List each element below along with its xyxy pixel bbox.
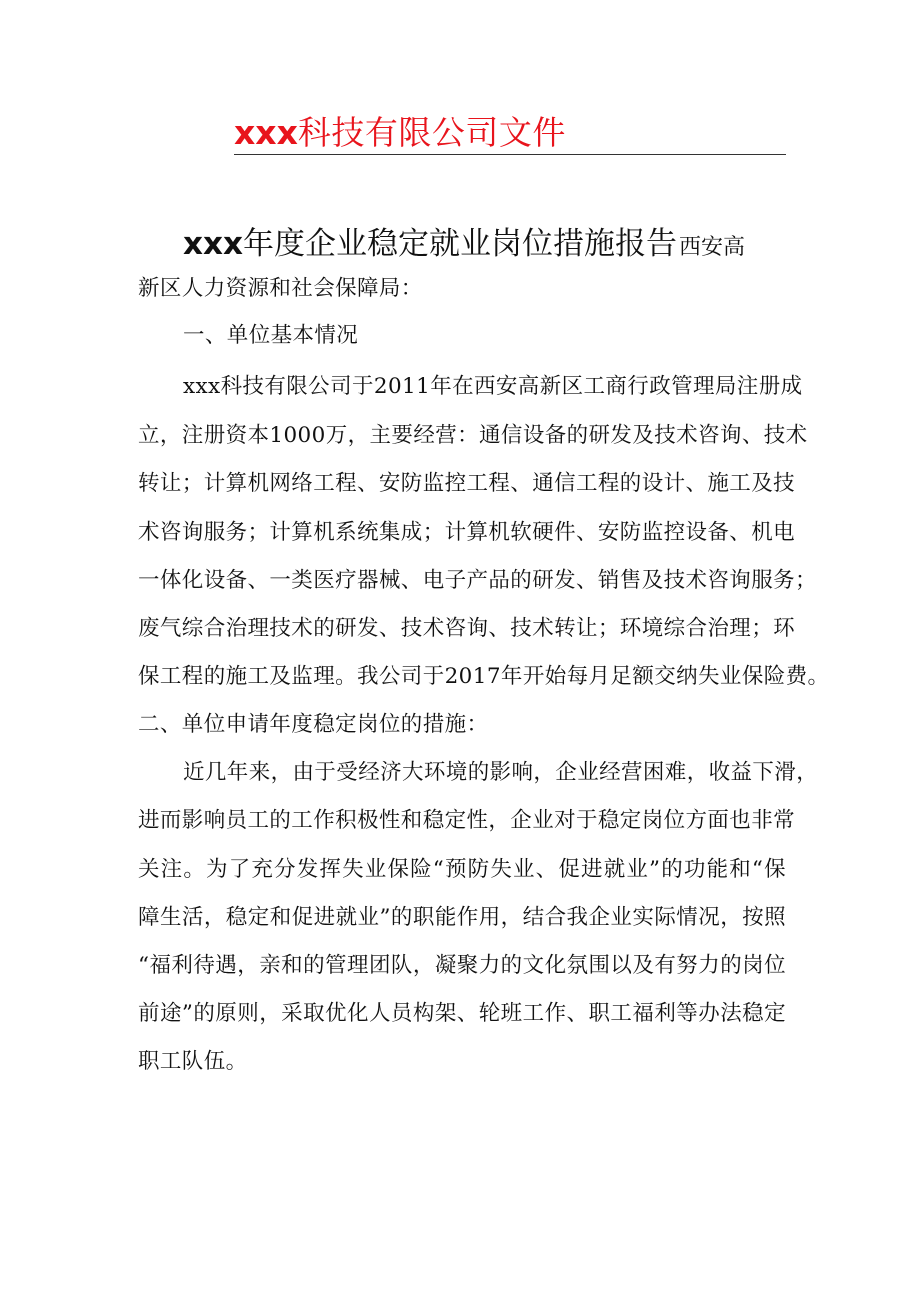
header-title-prefix: xxx [234, 113, 298, 152]
body-line: 保工程的施工及监理。我公司于2017年开始每月足额交纳失业保险费。 [138, 664, 830, 689]
section-heading: 二、单位申请年度稳定岗位的措施： [138, 712, 489, 737]
body-line: 近几年来，由于受经济大环境的影响，企业经营困难，收益下滑， [183, 760, 819, 785]
header-divider [234, 154, 786, 155]
body-line: 立，注册资本1000万，主要经营：通信设备的研发及技术咨询、技术 [138, 423, 808, 448]
body-line: xxx科技有限公司于2011年在西安高新区工商行政管理局注册成 [183, 374, 803, 399]
body-line: 职工队伍。 [138, 1049, 248, 1074]
body-line: 关注。为了充分发挥失业保险“预防失业、促进就业”的功能和“保 [138, 857, 786, 882]
body-line: 术咨询服务；计算机系统集成；计算机软硬件、安防监控设备、机电 [138, 520, 796, 545]
body-line: 新区人力资源和社会保障局： [138, 276, 423, 301]
document-header-title [234, 112, 566, 154]
report-title-prefix: xxx [183, 226, 243, 262]
body-line: “福利待遇，亲和的管理团队，凝聚力的文化氛围以及有努力的岗位 [138, 953, 786, 978]
header-title-rest: 科技有限公司文件 [297, 113, 566, 152]
body-line: 转让；计算机网络工程、安防监控工程、通信工程的设计、施工及技 [138, 471, 796, 496]
body-line: 前途”的原则，采取优化人员构架、轮班工作、职工福利等办法稳定 [138, 1001, 786, 1026]
body-line: 废气综合治理技术的研发、技术咨询、技术转让；环境综合治理；环 [138, 616, 796, 641]
body-line: 一体化设备、一类医疗器械、电子产品的研发、销售及技术咨询服务； [138, 568, 817, 593]
report-title-main [183, 226, 677, 262]
report-title-rest: 年度企业稳定就业岗位措施报告 [243, 226, 677, 262]
body-line: 障生活，稳定和促进就业”的职能作用，结合我企业实际情况，按照 [138, 905, 786, 930]
report-title [183, 224, 745, 269]
body-line: 进而影响员工的工作积极性和稳定性，企业对于稳定岗位方面也非常 [138, 808, 796, 833]
section-heading: 一、单位基本情况 [183, 323, 359, 348]
report-title-tail: 西安高 [679, 235, 746, 260]
